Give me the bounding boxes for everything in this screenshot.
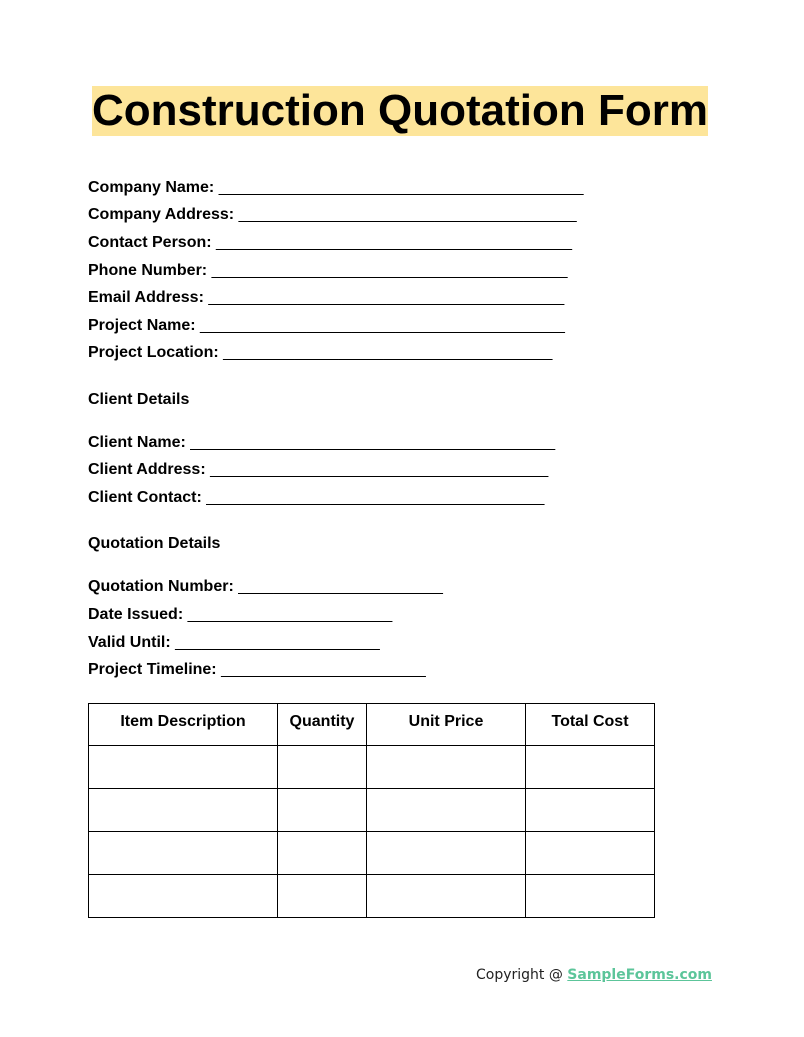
- table-cell[interactable]: [278, 832, 367, 875]
- header-unit-price: Unit Price: [367, 704, 526, 746]
- field-label: Email Address:: [88, 289, 204, 306]
- field-label: Contact Person:: [88, 234, 212, 251]
- company-address-field[interactable]: [88, 205, 577, 225]
- copyright-text: Copyright @: [475, 967, 568, 983]
- table-cell[interactable]: [367, 746, 526, 789]
- table-cell[interactable]: [89, 875, 278, 918]
- project-location-field[interactable]: [88, 343, 552, 363]
- project-timeline-field[interactable]: [88, 660, 426, 680]
- field-label: Project Timeline:: [88, 661, 217, 678]
- blank-line[interactable]: _______________________: [175, 634, 380, 651]
- blank-line[interactable]: _______________________: [221, 661, 426, 678]
- quotation-details-heading: Quotation Details: [88, 535, 221, 552]
- valid-until-field[interactable]: [88, 633, 380, 653]
- copyright-footer: [476, 967, 712, 983]
- table-cell[interactable]: [278, 746, 367, 789]
- blank-line[interactable]: _______________________: [187, 606, 393, 623]
- field-label: Company Address:: [88, 206, 235, 223]
- contact-person-field[interactable]: [88, 233, 572, 253]
- field-label: Project Location:: [88, 344, 219, 361]
- title-banner: [92, 86, 708, 136]
- table-cell[interactable]: [367, 875, 526, 918]
- table-cell[interactable]: [367, 832, 526, 875]
- field-label: Company Name:: [88, 179, 215, 196]
- blank-line[interactable]: _______________________: [238, 578, 443, 595]
- client-details-heading: Client Details: [88, 391, 190, 408]
- table-cell[interactable]: [526, 832, 655, 875]
- table-cell[interactable]: [278, 875, 367, 918]
- email-address-field[interactable]: [88, 288, 564, 308]
- table-cell[interactable]: [89, 746, 278, 789]
- table-row: [89, 789, 655, 832]
- blank-line[interactable]: ________________________________________: [211, 262, 568, 279]
- page-title: Construction Quotation Form: [92, 86, 708, 135]
- client-address-field[interactable]: [88, 460, 548, 480]
- items-table: [88, 703, 655, 918]
- table-cell[interactable]: [526, 875, 655, 918]
- table-header-row: [89, 704, 655, 746]
- field-label: Date Issued:: [88, 606, 184, 623]
- field-label: Project Name:: [88, 317, 196, 334]
- company-name-field[interactable]: [88, 178, 584, 198]
- header-quantity: Quantity: [278, 704, 367, 746]
- table-cell[interactable]: [526, 746, 655, 789]
- phone-number-field[interactable]: [88, 261, 568, 281]
- client-contact-field[interactable]: [88, 488, 544, 508]
- header-total-cost: Total Cost: [526, 704, 655, 746]
- table-cell[interactable]: [278, 789, 367, 832]
- blank-line[interactable]: _________________________________________: [190, 434, 556, 451]
- blank-line[interactable]: ______________________________________: [210, 461, 549, 478]
- field-label: Valid Until:: [88, 634, 171, 651]
- quotation-number-field[interactable]: [88, 577, 443, 597]
- table-cell[interactable]: [367, 789, 526, 832]
- blank-line[interactable]: ________________________________________: [216, 234, 572, 251]
- table-row: [89, 875, 655, 918]
- field-label: Client Contact:: [88, 489, 202, 506]
- sampleforms-link[interactable]: SampleForms.com: [567, 967, 712, 983]
- header-item-description: Item Description: [89, 704, 278, 746]
- field-label: Phone Number:: [88, 262, 208, 279]
- blank-line[interactable]: ______________________________________: [238, 206, 577, 223]
- table-cell[interactable]: [526, 789, 655, 832]
- project-name-field[interactable]: [88, 316, 565, 336]
- table-cell[interactable]: [89, 789, 278, 832]
- blank-line[interactable]: ________________________________________: [208, 289, 565, 306]
- field-label: Quotation Number:: [88, 578, 234, 595]
- table-cell[interactable]: [89, 832, 278, 875]
- table-row: [89, 832, 655, 875]
- blank-line[interactable]: _________________________________________: [200, 317, 565, 334]
- field-label: Client Address:: [88, 461, 206, 478]
- client-name-field[interactable]: [88, 433, 555, 453]
- blank-line[interactable]: _____________________________________: [223, 344, 553, 361]
- blank-line[interactable]: ______________________________________: [206, 489, 545, 506]
- table-row: [89, 746, 655, 789]
- date-issued-field[interactable]: [88, 605, 392, 625]
- blank-line[interactable]: _________________________________________: [218, 179, 584, 196]
- field-label: Client Name:: [88, 434, 186, 451]
